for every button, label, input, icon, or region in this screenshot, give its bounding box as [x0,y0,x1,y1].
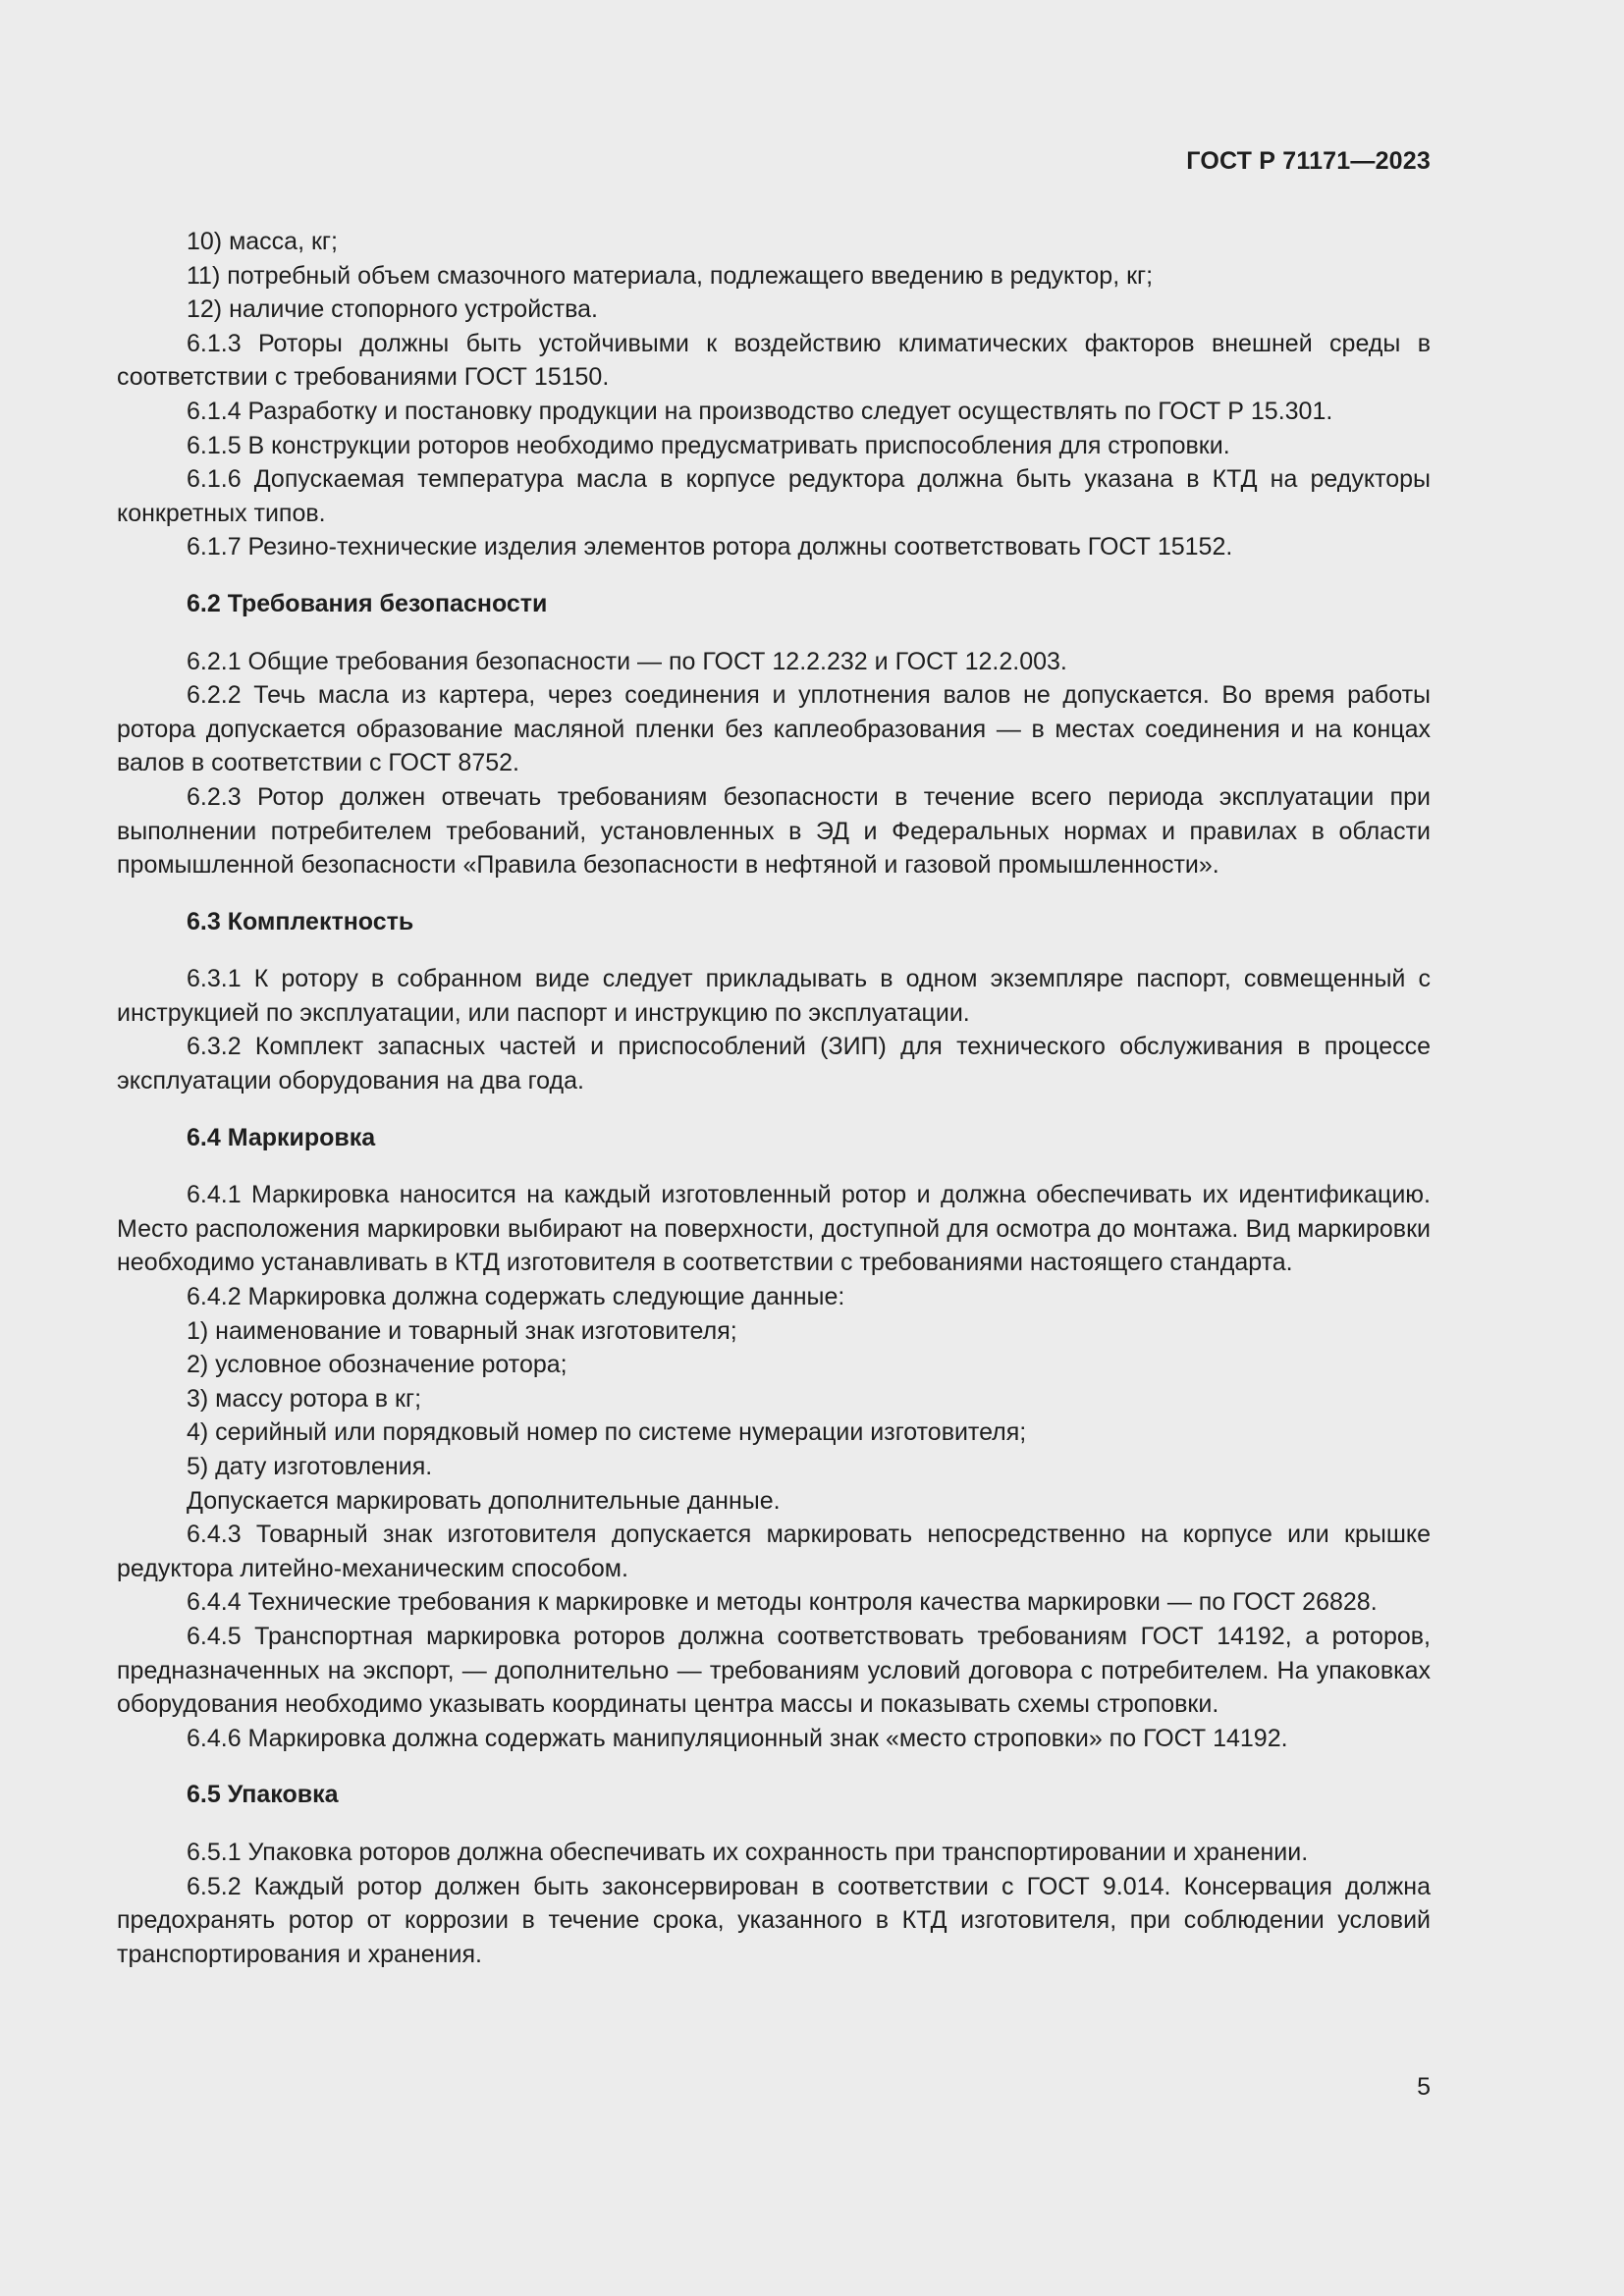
paragraph: 6.5.2 Каждый ротор должен быть законсервирован в соответствии с ГОСТ 9.014. Консервация должна предохранять ротор от коррозии в течение срока, указанного в КТД изготовителя, при соблюдении условий транспортирования и хранения. [117,1872,1431,1968]
list-item: 10) масса, кг; [187,228,338,255]
section-heading: 6.5 Упаковка [187,1781,339,1809]
list-item: 3) массу ротора в кг; [187,1384,422,1413]
list-item: 5) дату изготовления. [187,1453,433,1480]
list-item: 4) серийный или порядковый номер по системе нумерации изготовителя; [187,1418,1027,1447]
document-id: ГОСТ Р 71171—2023 [1186,147,1431,175]
list-item: 11) потребный объем смазочного материала, подлежащего введению в редуктор, кг; [187,261,1154,290]
paragraph: 6.4.3 Товарный знак изготовителя допускается маркировать непосредственно на корпусе или крышке редуктора литейно-механическим способом. [117,1521,1431,1582]
list-item: 6.4.2 Маркировка должна содержать следующие данные: [187,1283,845,1311]
paragraph: 6.3.2 Комплект запасных частей и приспособлений (ЗИП) для технического обслуживания в процессе эксплуатации оборудования на два года. [117,1033,1431,1095]
paragraph: 6.1.4 Разработку и постановку продукции на производство следует осуществлять по ГОСТ Р 15.301. [187,397,1333,425]
list-item: 1) наименование и товарный знак изготовителя; [187,1316,737,1345]
paragraph: 6.1.5 В конструкции роторов необходимо предусматривать приспособления для строповки. [187,431,1230,459]
document-body [117,225,1431,1971]
paragraph: 6.2.1 Общие требования безопасности — по ГОСТ 12.2.232 и ГОСТ 12.2.003. [187,647,1067,675]
list-item: Допускается маркировать дополнительные данные. [187,1486,781,1515]
paragraph: 6.1.6 Допускаемая температура масла в корпусе редуктора должна быть указана в КТД на редукторы конкретных типов. [117,465,1431,527]
paragraph: 6.2.2 Течь масла из картера, через соединения и уплотнения валов не допускается. Во время работы ротора допускается образование масляной пленки без каплеобразования — в местах соединения и на концах валов в соответствии с ГОСТ 8752. [117,681,1431,777]
paragraph: 6.3.1 К ротору в собранном виде следует прикладывать в одном экземпляре паспорт, совмещенный с инструкцией по эксплуатации, или паспорт и инструкцию по эксплуатации. [117,965,1431,1027]
list-item: 2) условное обозначение ротора; [187,1351,568,1379]
paragraph: 6.4.6 Маркировка должна содержать манипуляционный знак «место строповки» по ГОСТ 14192. [187,1724,1288,1752]
section-heading: 6.3 Комплектность [187,907,414,935]
section-heading: 6.2 Требования безопасности [187,589,548,617]
document-page [117,0,1431,2296]
paragraph: 6.2.3 Ротор должен отвечать требованиям безопасности в течение всего периода эксплуатации при выполнении потребителем требований, установленных в ЭД и Федеральных нормах и правилах в области промышленной безопасности «Правила безопасности в нефтяной и газовой промышленности». [117,782,1431,880]
paragraph: 6.5.1 Упаковка роторов должна обеспечивать их сохранность при транспортировании и хранении. [187,1838,1309,1866]
paragraph: 6.4.4 Технические требования к маркировке и методы контроля качества маркировки — по ГОСТ 26828. [187,1588,1378,1617]
paragraph: 6.1.3 Роторы должны быть устойчивыми к воздействию климатических факторов внешней среды в соответствии с требованиями ГОСТ 15150. [117,329,1431,392]
paragraph: 6.1.7 Резино-технические изделия элементов ротора должны соответствовать ГОСТ 15152. [187,533,1233,561]
paragraph: 6.4.1 Маркировка наносится на каждый изготовленный ротор и должна обеспечивать их идентификацию. Место расположения маркировки выбирают на поверхности, доступной для осмотра до монтажа. Вид маркировки необходимо устанавливать в КТД изготовителя в соответствии с требованиями настоящего стандарта. [117,1181,1431,1277]
section-heading: 6.4 Маркировка [187,1123,376,1151]
paragraph: 6.4.5 Транспортная маркировка роторов должна соответствовать требованиям ГОСТ 14192, а роторов, предназначенных на экспорт, — дополнительно — требованиям условий договора с потребителем. На упаковках оборудования необходимо указывать координаты центра массы и показывать схемы строповки. [117,1622,1431,1719]
list-item: 12) наличие стопорного устройства. [187,295,598,324]
page-number: 5 [1417,2073,1431,2101]
